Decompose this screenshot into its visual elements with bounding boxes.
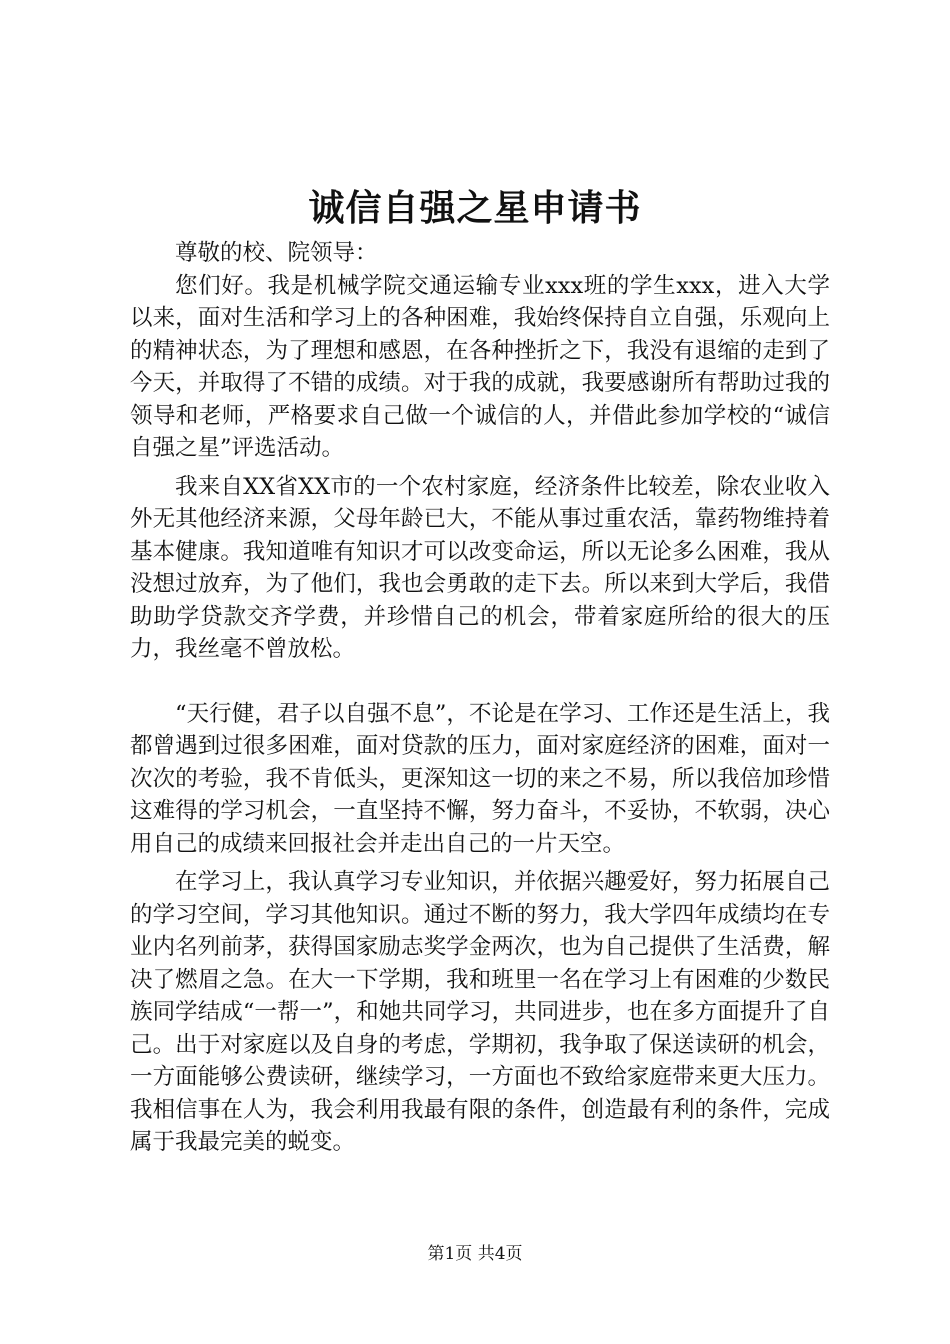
page-indicator: 第1页 共4页 bbox=[427, 1244, 523, 1264]
document-title: 诚信自强之星申请书 bbox=[308, 187, 642, 229]
paragraph-intro: 您们好。我是机械学院交通运输专业xxx班的学生xxx，进入大学以来，面对生活和学习上的各种困难，我始终保持自立自强，乐观向上的精神状态，为了理想和感恩，在各种挫折之下，我没有退缩的走到了今天，并取得了不错的成绩。对于我的成就，我要感谢所有帮助过我的领导和老师，严格要求自己做一个诚信的人，并借此参加学校的“诚信自强之星”评选活动。 bbox=[130, 272, 830, 461]
document-body bbox=[130, 237, 830, 1159]
salutation: 尊敬的校、院领导： bbox=[175, 240, 378, 266]
paragraph-study: 在学习上，我认真学习专业知识，并依据兴趣爱好，努力拓展自己的学习空间，学习其他知识。通过不断的努力，我大学四年成绩均在专业内名列前茅，获得国家励志奖学金两次，也为自己提供了生活费，解决了燃眉之急。在大一下学期，我和班里一名在学习上有困难的少数民族同学结成“一帮一”，和她共同学习，共同进步，也在多方面提升了自己。出于对家庭以及自身的考虑，学期初，我争取了保送读研的机会，一方面能够公费读研，继续学习，一方面也不致给家庭带来更大压力。我相信事在人为，我会利用我最有限的条件，创造最有利的条件，完成属于我最完美的蜕变。 bbox=[130, 869, 830, 1155]
paragraph-self-improvement: “天行健，君子以自强不息”，不论是在学习、工作还是生活上，我都曾遇到过很多困难，面对贷款的压力，面对家庭经济的困难，面对一次次的考验，我不肯低头，更深知这一切的来之不易，所以我倍加珍惜这难得的学习机会，一直坚持不懈，努力奋斗，不妥协，不软弱，决心用自己的成绩来回报社会并走出自己的一片天空。 bbox=[130, 700, 830, 857]
paragraph-family-background: 我来自XX省XX市的一个农村家庭，经济条件比较差，除农业收入外无其他经济来源，父母年龄已大，不能从事过重农活，靠药物维持着基本健康。我知道唯有知识才可以改变命运，所以无论多么困难，我从没想过放弃，为了他们，我也会勇敢的走下去。所以来到大学后，我借助助学贷款交齐学费，并珍惜自己的机会，带着家庭所给的很大的压力，我丝毫不曾放松。 bbox=[130, 473, 830, 662]
paragraph-spacer bbox=[130, 666, 830, 698]
